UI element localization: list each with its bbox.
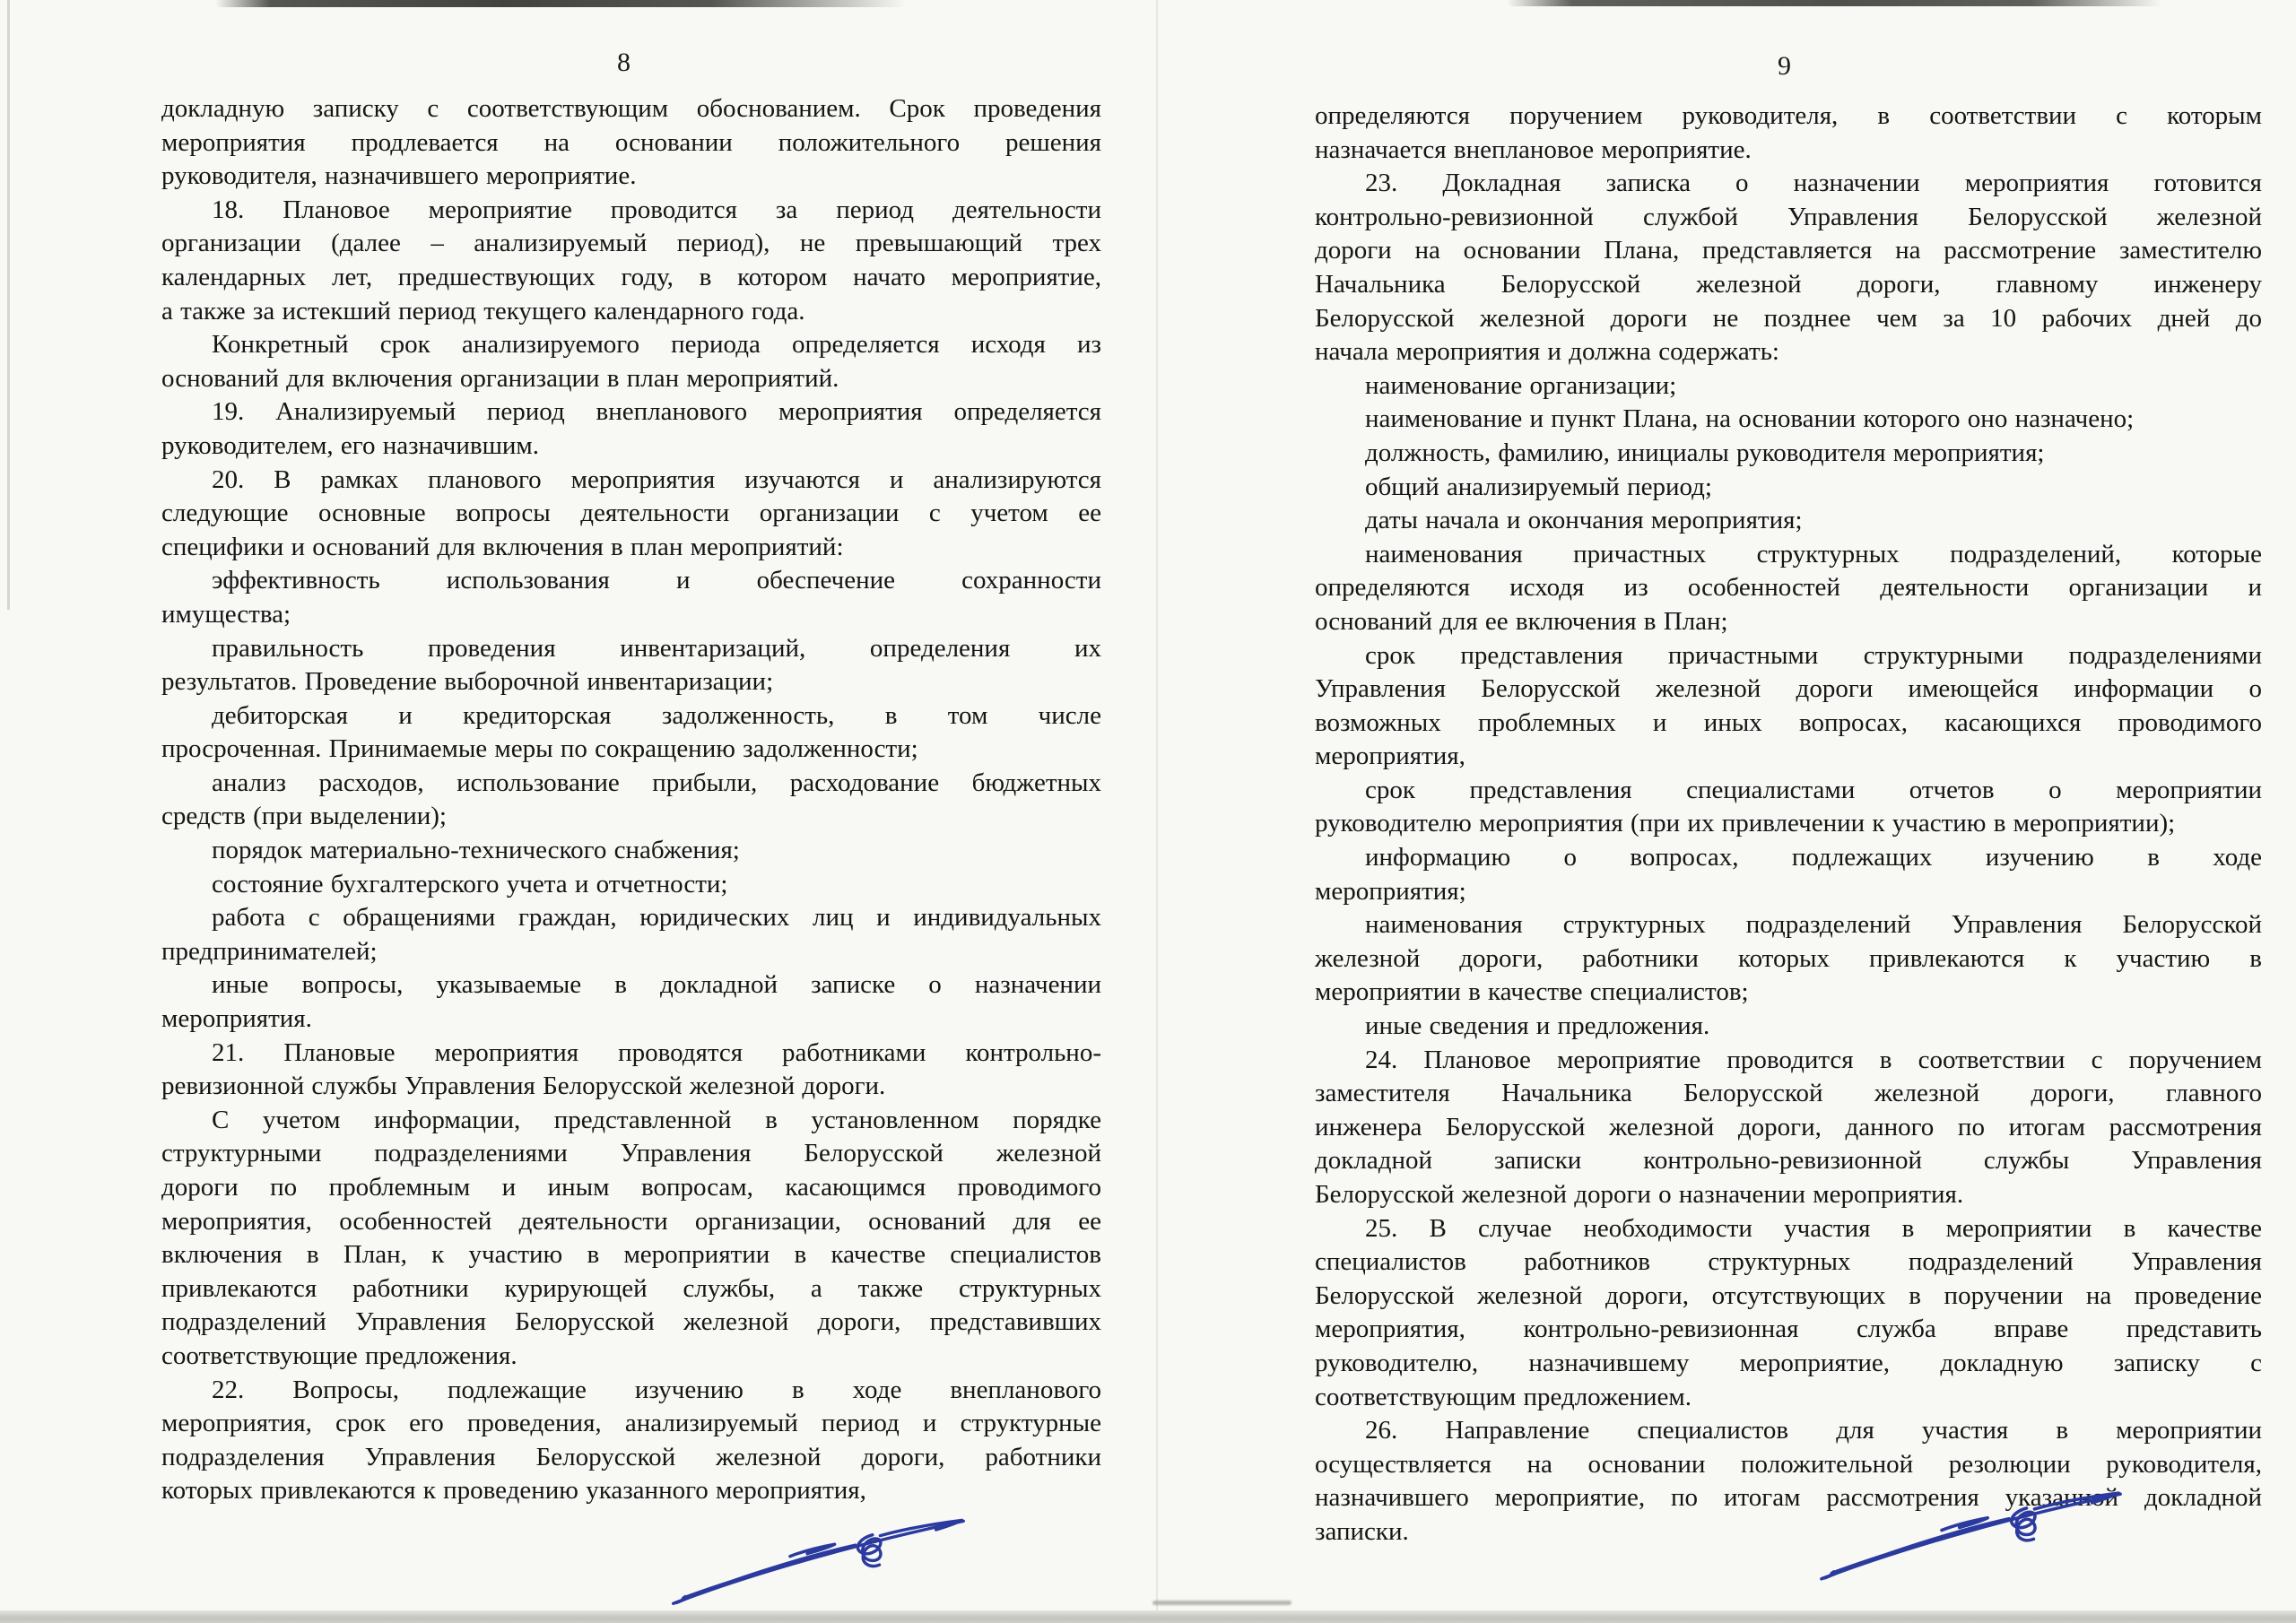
paragraph [161,1104,1101,1374]
text-line: состояние бухгалтерского учета и отчетности; [212,869,728,898]
text-line: которых привлекаются к проведению указанного мероприятия, [161,1476,866,1506]
text-line: привлекаются работники курирующей службы, а также структурных [161,1273,1101,1303]
text-line: Белорусской железной дороги, отсутствующих в поручении на проведение [1315,1280,2262,1310]
text-line: мероприятии в качестве специалистов; [1315,977,1749,1007]
text-line: следующие основные вопросы деятельности организации с учетом ее [161,499,1101,528]
text-line: начала мероприятия и должна содержать: [1315,337,1779,367]
text-line: специфики и оснований для включения в план мероприятий: [161,532,844,561]
text-line: информацию о вопросах, подлежащих изучению в ходе [1365,843,2262,872]
paragraph [161,968,1101,1036]
text-line: мероприятия, особенностей деятельности организации, оснований для ее [161,1206,1101,1236]
text-line: 25. В случае необходимости участия в мероприятии в качестве [1365,1213,2262,1243]
page-8-text-column [161,92,1101,1508]
paragraph [1315,1212,2262,1415]
text-line: назначившего мероприятие, по итогам рассмотрения указанной докладной [1315,1483,2262,1513]
text-line: записки. [1315,1516,1409,1546]
text-line: подразделения Управления Белорусской железной дороги, работники [161,1442,1101,1471]
text-line: 19. Анализируемый период внепланового мероприятия определяется [212,397,1101,427]
paragraph [161,699,1101,767]
text-line: контрольно-ревизионной службой Управления Белорусской железной [1315,202,2262,231]
paragraph [1315,437,2262,471]
signature-ink-left [668,1508,969,1609]
paragraph [1315,504,2262,538]
text-line: имущества; [161,599,291,629]
text-line: наименование и пункт Плана, на основании которого оно назначено; [1365,404,2135,434]
paragraph [1315,167,2262,369]
text-line: Белорусской железной дороги не позднее чем за 10 рабочих дней до [1315,303,2262,333]
signature-ink-right [1816,1480,2126,1585]
page-number: 9 [1778,51,1791,81]
paragraph [161,564,1101,631]
text-line: анализ расходов, использование прибыли, расходование бюджетных [212,768,1101,797]
text-line: осуществляется на основании положительной резолюции руководителя, [1315,1449,2262,1479]
text-line: назначается внеплановое мероприятие. [1315,135,1752,164]
text-line: ревизионной службы Управления Белорусской железной дороги. [161,1072,886,1101]
text-line: иные вопросы, указываемые в докладной записке о назначении [212,970,1101,1000]
paragraph [1315,639,2262,774]
paragraph [161,767,1101,834]
text-line: дороги на основании Плана, представляется на рассмотрение заместителю [1315,236,2262,265]
text-line: Белорусской железной дороги о назначении мероприятия. [1315,1180,1964,1209]
text-line: специалистов работников структурных подразделений Управления [1315,1247,2262,1277]
text-line: должность, фамилию, инициалы руководителя мероприятия; [1365,438,2045,467]
text-line: руководителем, его назначившим. [161,430,540,460]
text-line: даты начала и окончания мероприятия; [1365,506,1803,535]
text-line: наименования структурных подразделений Управления Белорусской [1365,910,2262,940]
paragraph [1315,841,2262,908]
page-number: 8 [617,48,631,77]
paragraph [1315,908,2262,1010]
text-line: С учетом информации, представленной в установленном порядке [212,1105,1101,1134]
text-line: 20. В рамках планового мероприятия изучаются и анализируются [212,464,1101,494]
paragraph [1315,471,2262,505]
text-line: результатов. Проведение выборочной инвентаризации; [161,667,774,697]
text-line: организации (далее – анализируемый период), не превышающий трех [161,229,1101,258]
text-line: дороги по проблемным и иным вопросам, касающимся проводимого [161,1173,1101,1202]
paragraph [161,901,1101,968]
text-line: наименование организации; [1365,370,1677,400]
text-line: инженера Белорусской железной дороги, данного по итогам рассмотрения [1315,1112,2262,1141]
paragraph [161,632,1101,699]
text-line: включения в План, к участию в мероприятии в качестве специалистов [161,1240,1101,1270]
text-line: Конкретный срок анализируемого периода определяется исходя из [212,330,1101,360]
paragraph [161,834,1101,868]
text-line: мероприятия; [1315,876,1466,906]
page-9-text-column [1315,100,2262,1549]
paragraph [1315,403,2262,437]
text-line: эффективность использования и обеспечение сохранности [212,566,1101,595]
text-line: 24. Плановое мероприятие проводится в соответствии с поручением [1365,1045,2262,1074]
text-line: руководителю, назначившему мероприятие, докладную записку с [1315,1348,2262,1377]
text-line: мероприятия, срок его проведения, анализируемый период и структурные [161,1409,1101,1438]
paragraph [161,1037,1101,1104]
paragraph [1315,1044,2262,1212]
paragraph [161,1374,1101,1508]
text-line: определяются исходя из особенностей деятельности организации и [1315,573,2262,603]
text-line: дебиторская и кредиторская задолженность, в том числе [212,700,1101,730]
paragraph [161,92,1101,194]
text-line: предпринимателей; [161,936,378,966]
text-line: заместителя Начальника Белорусской железной дороги, главного [1315,1079,2262,1108]
text-line: правильность проведения инвентаризаций, определения их [212,633,1101,663]
text-line: 22. Вопросы, подлежащие изучению в ходе внепланового [212,1375,1101,1404]
text-line: иные сведения и предложения. [1365,1011,1710,1041]
text-line: докладную записку с соответствующим обоснованием. Срок проведения [161,94,1101,123]
paragraph [1315,774,2262,841]
text-line: структурными подразделениями Управления Белорусской железной [161,1139,1101,1168]
paragraph [161,868,1101,902]
paragraph [1315,369,2262,404]
text-line: срок представления специалистами отчетов о мероприятии [1365,775,2262,804]
text-line: железной дороги, работники которых привлекаются к участию в [1315,943,2262,973]
text-line: определяются поручением руководителя, в соответствии с которым [1315,101,2262,130]
text-line: оснований для ее включения в План; [1315,606,1728,636]
text-line: порядок материально-технического снабжения; [212,836,740,865]
text-line: наименования причастных структурных подразделений, которые [1365,539,2262,568]
text-line: общий анализируемый период; [1365,472,1712,501]
text-line: просроченная. Принимаемые меры по сокращению задолженности; [161,734,918,764]
text-line: докладной записки контрольно-ревизионной службы Управления [1315,1146,2262,1176]
paragraph [161,328,1101,395]
text-line: календарных лет, предшествующих году, в котором начато мероприятие, [161,262,1101,291]
text-line: 26. Направление специалистов для участия в мероприятии [1365,1416,2262,1445]
text-line: Начальника Белорусской железной дороги, главному инженеру [1315,269,2262,299]
text-line: руководителю мероприятия (при их привлечении к участию в мероприятии); [1315,809,2176,838]
page-9 [1157,0,2296,1623]
text-line: оснований для включения организации в план мероприятий. [161,363,839,393]
text-line: 18. Плановое мероприятие проводится за период деятельности [212,195,1101,224]
text-line: а также за истекший период текущего календарного года. [161,296,805,325]
paragraph [1315,538,2262,639]
paragraph [161,395,1101,463]
text-line: руководителя, назначившего мероприятие. [161,161,637,191]
text-line: мероприятия продлевается на основании положительного решения [161,127,1101,157]
text-line: возможных проблемных и иных вопросах, касающихся проводимого [1315,707,2262,737]
text-line: 23. Докладная записка о назначении мероприятия готовится [1365,169,2262,198]
text-line: мероприятия, [1315,742,1465,771]
text-line: подразделений Управления Белорусской железной дороги, представивших [161,1307,1101,1337]
text-line: соответствующие предложения. [161,1341,517,1370]
text-line: мероприятия, контрольно-ревизионная служба вправе представить [1315,1315,2262,1344]
text-line: 21. Плановые мероприятия проводятся работниками контрольно- [212,1037,1101,1067]
text-line: мероприятия. [161,1004,312,1034]
paragraph [1315,1010,2262,1044]
paragraph [1315,100,2262,167]
text-line: срок представления причастными структурными подразделениями [1365,640,2262,670]
text-line: средств (при выделении); [161,802,447,831]
text-line: работа с обращениями граждан, юридических лиц и индивидуальных [212,903,1101,933]
text-line: соответствующим предложением. [1315,1382,1692,1411]
paragraph [161,194,1101,328]
paragraph [161,464,1101,565]
text-line: Управления Белорусской железной дороги имеющейся информации о [1315,674,2262,704]
